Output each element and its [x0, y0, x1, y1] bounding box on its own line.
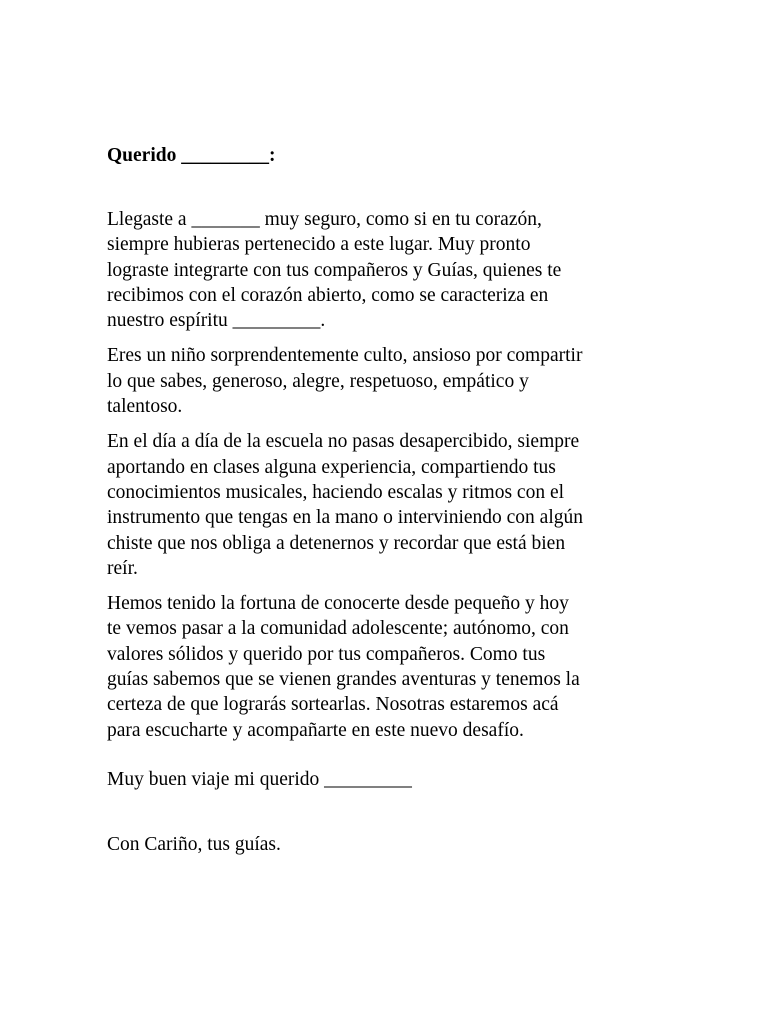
text-line: guías sabemos que se vienen grandes aventuras y tenemos la [107, 669, 580, 691]
text-line: lograste integrarte con tus compañeros y Guías, quienes te [107, 259, 562, 281]
letter-body [107, 207, 687, 753]
text-line: te vemos pasar a la comunidad adolescente; autónomo, con [107, 618, 569, 640]
text-line: reír. [107, 557, 138, 579]
text-line: conocimientos musicales, haciendo escalas y ritmos con el [107, 481, 565, 503]
text-line: chiste que nos obliga a detenernos y recordar que está bien [107, 532, 566, 554]
closing-line: Muy buen viaje mi querido _________ [107, 769, 412, 790]
text-line: nuestro espíritu _________. [107, 310, 326, 332]
text-line: En el día a día de la escuela no pasas desapercibido, siempre [107, 431, 580, 453]
text-line: talentoso. [107, 396, 183, 418]
text-line: aportando en clases alguna experiencia, compartiendo tus [107, 456, 556, 478]
salutation: Querido _________: [107, 145, 276, 166]
text-line: instrumento que tengas en la mano o interviniendo con algún [107, 507, 584, 529]
text-line: recibimos con el corazón abierto, como se caracteriza en [107, 284, 549, 306]
text-line: Llegaste a _______ muy seguro, como si en tu corazón, [107, 209, 542, 230]
text-line: siempre hubieras pertenecido a este lugar. Muy pronto [107, 234, 531, 256]
paragraph-3 [107, 429, 687, 581]
signature-line: Con Cariño, tus guías. [107, 834, 281, 855]
paragraph-1 [107, 207, 687, 333]
text-line: valores sólidos y querido por tus compañeros. Como tus [107, 643, 546, 665]
text-line: certeza de que lograrás sortearlas. Nosotras estaremos acá [107, 694, 559, 716]
paragraph-4 [107, 591, 687, 743]
text-line: para escucharte y acompañarte en este nuevo desafío. [107, 719, 524, 741]
text-line: Eres un niño sorprendentemente culto, ansioso por compartir [107, 345, 583, 367]
paragraph-2 [107, 343, 687, 419]
text-line: Hemos tenido la fortuna de conocerte desde pequeño y hoy [107, 593, 569, 615]
text-line: lo que sabes, generoso, alegre, respetuoso, empático y [107, 370, 529, 392]
